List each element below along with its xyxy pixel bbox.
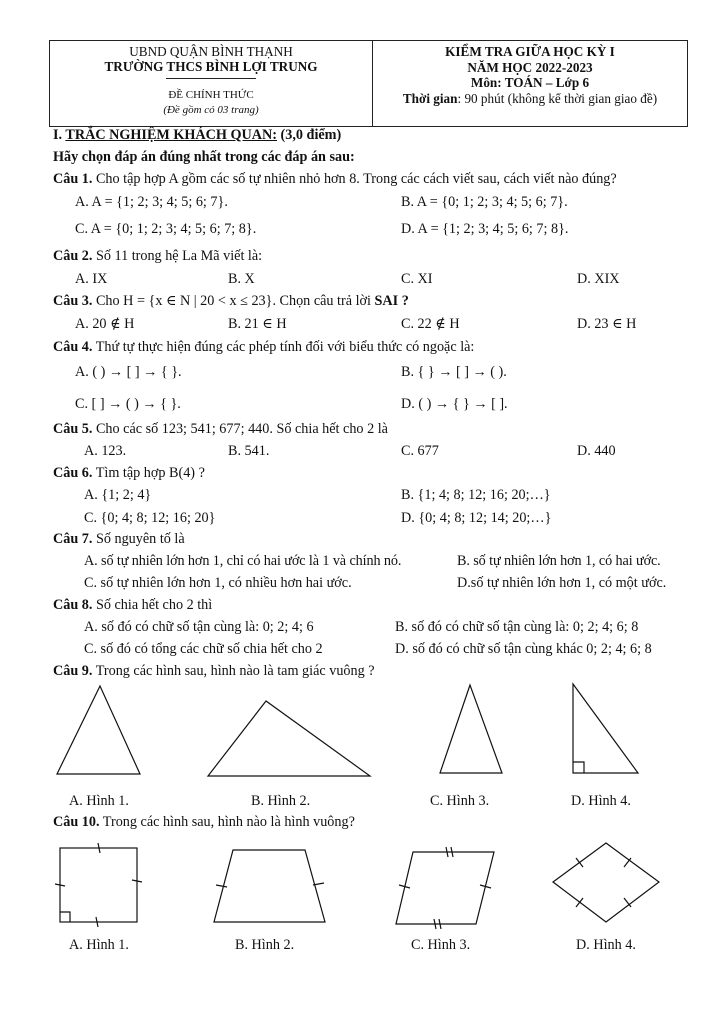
q10-option-d[interactable]: D. Hình 4.	[576, 937, 636, 953]
question-label: Câu 9.	[53, 663, 93, 679]
q6-option-b[interactable]: B. {1; 4; 8; 12; 16; 20;…}	[401, 487, 551, 503]
question-label: Câu 1.	[53, 171, 93, 187]
figure-triangle-scalene	[208, 701, 370, 776]
question-text: Số nguyên tố là	[92, 531, 185, 547]
instruction: Hãy chọn đáp án đúng nhất trong các đáp án sau:	[53, 149, 355, 165]
q3-option-c[interactable]: C. 22 ∉ H	[401, 316, 460, 332]
q3-option-d[interactable]: D. 23 ∈ H	[577, 316, 637, 332]
q10-option-c[interactable]: C. Hình 3.	[411, 937, 471, 953]
question-label: Câu 8.	[53, 597, 93, 613]
figure-rhombus	[553, 843, 659, 922]
figure-triangle-equilateral	[57, 686, 140, 774]
question-text: Số 11 trong hệ La Mã viết là:	[92, 248, 263, 264]
section-name: TRẮC NGHIỆM KHÁCH QUAN:	[65, 127, 277, 143]
question-label: Câu 4.	[53, 339, 93, 355]
q7-option-b[interactable]: B. số tự nhiên lớn hơn 1, có hai ước.	[457, 553, 661, 569]
q4-option-c[interactable]: C. [ ] → ( ) → { }.	[75, 396, 181, 412]
question-emphasis: SAI ?	[374, 293, 409, 309]
q9-option-d[interactable]: D. Hình 4.	[571, 793, 631, 809]
question-text: Tìm tập hợp B(4) ?	[92, 465, 205, 481]
official-label: ĐỀ CHÍNH THỨC	[168, 89, 254, 101]
question-10	[53, 814, 355, 831]
exam-title: KIỂM TRA GIỮA HỌC KỲ I	[445, 44, 615, 59]
square-right-angle-mark	[60, 912, 70, 922]
district-name: UBND QUẬN BÌNH THẠNH	[129, 44, 293, 59]
q2-option-b[interactable]: B. X	[228, 271, 255, 287]
question-label: Câu 6.	[53, 465, 93, 481]
q1-option-d[interactable]: D. A = {1; 2; 3; 4; 5; 6; 7; 8}.	[401, 221, 569, 237]
q2-option-d[interactable]: D. XIX	[577, 271, 620, 287]
q9-option-a[interactable]: A. Hình 1.	[69, 793, 129, 809]
q6-option-a[interactable]: A. {1; 2; 4}	[84, 487, 152, 503]
duration-label: Thời gian	[402, 90, 458, 106]
page-count-note: (Đề gồm có 03 trang)	[163, 104, 259, 116]
duration-value: : 90 phút (không kể thời gian giao đề)	[457, 90, 658, 106]
section-points: (3,0 điểm)	[277, 127, 342, 143]
q2-option-c[interactable]: C. XI	[401, 271, 433, 287]
figure-triangle-right	[573, 684, 638, 773]
q2-option-a[interactable]: A. IX	[75, 271, 108, 287]
question-text: Trong các hình sau, hình nào là tam giác vuông ?	[92, 663, 375, 679]
q10-option-b[interactable]: B. Hình 2.	[235, 937, 295, 953]
figure-trapezoid	[214, 850, 325, 922]
q7-option-a[interactable]: A. số tự nhiên lớn hơn 1, chỉ có hai ước là 1 và chính nó.	[84, 553, 402, 569]
q8-option-c[interactable]: C. số đó có tổng các chữ số chia hết cho 2	[84, 641, 323, 657]
q8-option-a[interactable]: A. số đó có chữ số tận cùng là: 0; 2; 4; 6	[84, 619, 314, 635]
q6-option-c[interactable]: C. {0; 4; 8; 12; 16; 20}	[84, 510, 216, 526]
question-text: Cho tập hợp A gồm các số tự nhiên nhỏ hơn 8. Trong các cách viết sau, cách viết nào đúng?	[92, 171, 617, 187]
q10-option-a[interactable]: A. Hình 1.	[69, 937, 129, 953]
q1-option-a[interactable]: A. A = {1; 2; 3; 4; 5; 6; 7}.	[75, 194, 228, 210]
q4-option-a[interactable]: A. ( ) → [ ] → { }.	[75, 364, 182, 380]
question-label: Câu 10.	[53, 814, 100, 830]
figure-triangle-isosceles	[440, 685, 502, 773]
right-angle-mark	[573, 762, 584, 773]
q7-option-c[interactable]: C. số tự nhiên lớn hơn 1, có nhiều hơn hai ước.	[84, 575, 352, 591]
q5-option-b[interactable]: B. 541.	[228, 443, 270, 459]
question-label: Câu 7.	[53, 531, 93, 547]
question-text: Cho H = {x ∈ N | 20 < x ≤ 23}. Chọn câu trả lời	[92, 293, 375, 309]
q9-option-c[interactable]: C. Hình 3.	[430, 793, 490, 809]
q5-option-a[interactable]: A. 123.	[84, 443, 127, 459]
subject: Môn: TOÁN – Lớp 6	[470, 75, 590, 90]
question-label: Câu 3.	[53, 293, 93, 309]
question-text: Số chia hết cho 2 thì	[92, 597, 213, 613]
q9-option-b[interactable]: B. Hình 2.	[251, 793, 311, 809]
figure-square	[60, 848, 137, 922]
question-text: Trong các hình sau, hình nào là hình vuông?	[99, 814, 355, 830]
q1-option-c[interactable]: C. A = {0; 1; 2; 3; 4; 5; 6; 7; 8}.	[75, 221, 257, 237]
q8-option-b[interactable]: B. số đó có chữ số tận cùng là: 0; 2; 4; 6; 8	[395, 619, 639, 635]
figure-parallelogram	[396, 852, 494, 924]
school-year: NĂM HỌC 2022-2023	[467, 59, 593, 75]
q1-option-b[interactable]: B. A = {0; 1; 2; 3; 4; 5; 6; 7}.	[401, 194, 568, 210]
school-name: TRƯỜNG THCS BÌNH LỢI TRUNG	[104, 59, 318, 74]
q5-option-d[interactable]: D. 440	[577, 443, 616, 459]
section-number: I.	[53, 127, 66, 143]
question-text: Thứ tự thực hiện đúng các phép tính đối với biểu thức có ngoặc là:	[92, 339, 475, 355]
question-text: Cho các số 123; 541; 677; 440. Số chia hết cho 2 là	[92, 421, 388, 437]
q4-option-d[interactable]: D. ( ) → { } → [ ].	[401, 396, 508, 412]
q5-option-c[interactable]: C. 677	[401, 443, 439, 459]
q3-option-b[interactable]: B. 21 ∈ H	[228, 316, 287, 332]
q6-option-d[interactable]: D. {0; 4; 8; 12; 14; 20;…}	[401, 510, 552, 526]
q3-option-a[interactable]: A. 20 ∉ H	[75, 316, 135, 332]
q8-option-d[interactable]: D. số đó có chữ số tận cùng khác 0; 2; 4; 6; 8	[395, 641, 652, 657]
question-label: Câu 5.	[53, 421, 93, 437]
q7-option-d[interactable]: D.số tự nhiên lớn hơn 1, có một ước.	[457, 575, 667, 591]
q4-option-b[interactable]: B. { } → [ ] → ( ).	[401, 364, 507, 380]
question-label: Câu 2.	[53, 248, 93, 264]
